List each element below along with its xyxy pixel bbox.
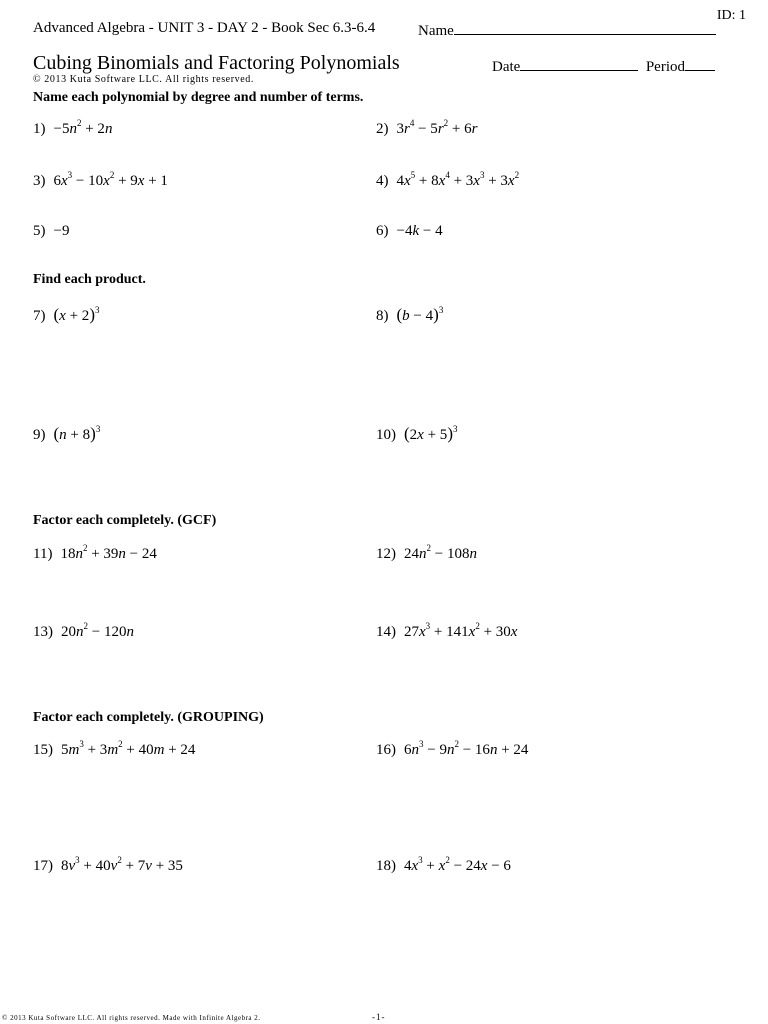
section-heading: Factor each completely. (GCF) <box>33 513 217 528</box>
problem-6: 6) −4k − 4 <box>376 223 443 239</box>
problem-13: 13) $20n^2 - 120n$ <box>33 621 134 640</box>
problem-1: $1) -5n^2 + 2n$ <box>33 118 113 137</box>
worksheet-title: Cubing Binomials and Factoring Polynomials <box>33 52 400 74</box>
name-label: Name <box>418 23 454 39</box>
problem-17: 17) $8v^3 + 40v^2 + 7v + 35$ <box>33 855 183 874</box>
problem-7: 7) $(x + 2)^3$ <box>33 305 100 324</box>
problem-18: 18) $4x^3 + x^2 - 24x - 6$ <box>376 855 511 874</box>
name-blank <box>454 20 716 35</box>
problem-11: 11) $18n^2 + 39n - 24$ <box>33 543 157 562</box>
name-field <box>418 20 716 40</box>
problem-12: 12) $24n^2 - 108n$ <box>376 543 477 562</box>
section-heading: Name each polynomial by degree and number of terms. <box>33 90 364 105</box>
section-heading: Find each product. <box>33 272 146 287</box>
section-heading: Factor each completely. (GROUPING) <box>33 710 264 725</box>
problem-3: 3) $6x^3 - 10x^2 + 9x + 1$ <box>33 170 168 189</box>
problem-16: 16) $6n^3 - 9n^2 - 16n + 24$ <box>376 739 529 758</box>
page-number: -1- <box>372 1012 386 1022</box>
copyright-notice: © 2013 Kuta Software LLC. All rights reserved. <box>33 74 254 85</box>
course-heading: Advanced Algebra - UNIT 3 - DAY 2 - Book Sec 6.3-6.4 <box>33 20 376 36</box>
date-blank <box>520 57 638 71</box>
problem-10: 10) $(2x + 5)^3$ <box>376 424 458 443</box>
problem-9: 9) $(n + 8)^3$ <box>33 424 101 443</box>
worksheet-id: ID: 1 <box>716 8 746 23</box>
problem-8: 8) $(b - 4)^3$ <box>376 305 444 324</box>
problem-14: 14) $27x^3 + 141x^2 + 30x$ <box>376 621 518 640</box>
problem-5: 5) −9 <box>33 223 70 239</box>
problem-4: 4) $4x^5 + 8x^4 + 3x^3 + 3x^2$ <box>376 170 520 189</box>
footer-copyright: © 2013 Kuta Software LLC. All rights reserved. Made with Infinite Algebra 2. <box>2 1014 261 1022</box>
problem-2: 2) $3r^4 - 5r^2 + 6r$ <box>376 118 478 137</box>
period-blank <box>685 57 715 71</box>
period-label: Period <box>645 59 685 75</box>
problem-15: 15) $5m^3 + 3m^2 + 40m + 24$ <box>33 739 196 758</box>
date-period-fields <box>492 57 715 76</box>
date-label: Date <box>492 59 521 75</box>
